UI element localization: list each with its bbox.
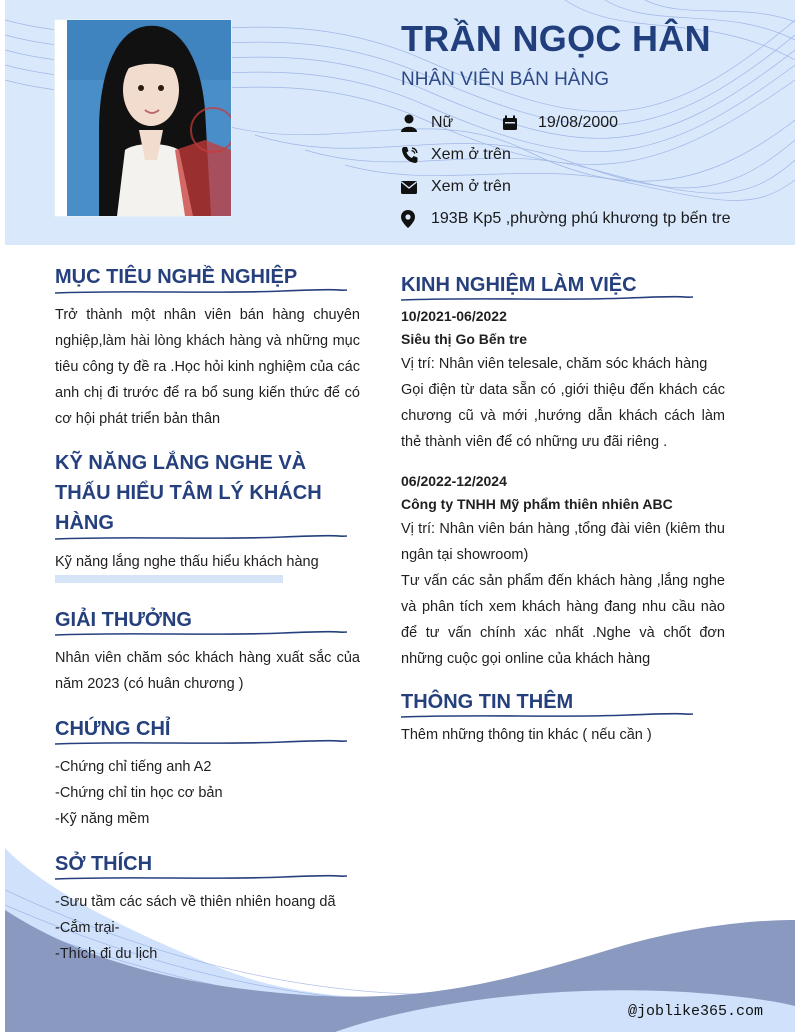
extra-info-text: Thêm những thông tin khác ( nếu cần )	[401, 727, 652, 743]
job-description: Tư vấn các sản phẩm đến khách hàng ,lắng nghe và phân tích xem khách hàng đang nhu cầu nào để tư vấn chính xác nhất .Nghe và chốt đơn những cuộc gọi online của khách hàng	[401, 573, 725, 667]
hobbies-title: SỞ THÍCH	[55, 853, 153, 875]
experience-title: KINH NGHIỆM LÀM VIỆC	[401, 274, 637, 296]
hobby-item: -Cắm trại-	[55, 920, 120, 936]
job-position: Vị trí: Nhân viên telesale, chăm sóc khách hàng	[401, 356, 708, 372]
user-icon	[401, 114, 427, 132]
gender-row	[401, 112, 453, 134]
job-company: Siêu thị Go Bến tre	[401, 331, 528, 347]
certificate-item: -Kỹ năng mềm	[55, 811, 150, 827]
skills-title-line-2: THẤU HIỂU TÂM LÝ KHÁCH	[55, 482, 322, 504]
candidate-name: TRẦN NGỌC HÂN	[401, 18, 711, 59]
job-period: 06/2022-12/2024	[401, 473, 507, 489]
job-description: Gọi điện từ data sẵn có ,giới thiệu đến khách các chương cũ và mới ,hướng dẫn khách cách làm thẻ thành viên để có những ưu đãi riêng .	[401, 382, 725, 450]
phone-icon	[401, 146, 427, 164]
skills-title	[55, 448, 365, 538]
awards-title-underline	[53, 630, 349, 638]
objective-title-underline	[53, 288, 349, 296]
email-row	[401, 176, 511, 198]
profile-photo	[55, 20, 231, 216]
hobbies-title-underline	[53, 874, 349, 882]
cv-header	[5, 0, 795, 245]
objective-text: Trở thành một nhân viên bán hàng chuyên nghiệp,làm hài lòng khách hàng và những mục tiêu công ty đề ra .Học hỏi kinh nghiệm của các anh chị đi trước để ra bổ sung kiến thức để có cơ hội phát triển bản thân	[55, 307, 360, 427]
gender-value: Nữ	[431, 114, 454, 131]
candidate-job-title: NHÂN VIÊN BÁN HÀNG	[401, 69, 609, 90]
phone-row	[401, 144, 511, 166]
birthdate-value: 19/08/2000	[538, 114, 619, 131]
cv-page	[5, 0, 795, 1032]
experience-title-underline	[399, 295, 695, 303]
address-row	[401, 208, 731, 230]
certificates-title: CHỨNG CHỈ	[55, 718, 171, 740]
skills-title-underline	[53, 534, 349, 542]
calendar-icon	[502, 114, 528, 132]
extra-info-title-underline	[399, 712, 695, 720]
skills-title-line-3: HÀNG	[55, 512, 114, 534]
address-value: 193B Kp5 ,phường phú khương tp bến tre	[431, 210, 731, 227]
birthdate-row	[502, 112, 618, 134]
job-position: Vị trí: Nhân viên bán hàng ,tổng đài viên (kiêm thu ngân tại showroom)	[401, 521, 725, 563]
extra-info-title: THÔNG TIN THÊM	[401, 691, 574, 713]
objective-title: MỤC TIÊU NGHỀ NGHIỆP	[55, 266, 298, 288]
hobby-item: -Sưu tầm các sách về thiên nhiên hoang dã	[55, 894, 336, 910]
email-value: Xem ở trên	[431, 178, 511, 195]
phone-value: Xem ở trên	[431, 146, 511, 163]
certificates-title-underline	[53, 739, 349, 747]
skills-title-line-1: KỸ NĂNG LẮNG NGHE VÀ	[55, 452, 307, 474]
footer-watermark: @joblike365.com	[627, 1003, 763, 1020]
skill-item-label: Kỹ năng lắng nghe thấu hiểu khách hàng	[55, 554, 319, 570]
job-period: 10/2021-06/2022	[401, 308, 507, 324]
certificate-item: -Chứng chỉ tin học cơ bản	[55, 785, 223, 801]
awards-text: Nhân viên chăm sóc khách hàng xuất sắc của năm 2023 (có huân chương )	[55, 650, 360, 692]
skill-level-bar	[55, 575, 283, 583]
certificate-item: -Chứng chỉ tiếng anh A2	[55, 759, 212, 775]
envelope-icon	[401, 178, 427, 196]
hobby-item: -Thích đi du lịch	[55, 946, 158, 962]
job-company: Công ty TNHH Mỹ phẩm thiên nhiên ABC	[401, 496, 673, 512]
awards-title: GIẢI THƯỞNG	[55, 609, 192, 631]
map-pin-icon	[401, 210, 427, 228]
